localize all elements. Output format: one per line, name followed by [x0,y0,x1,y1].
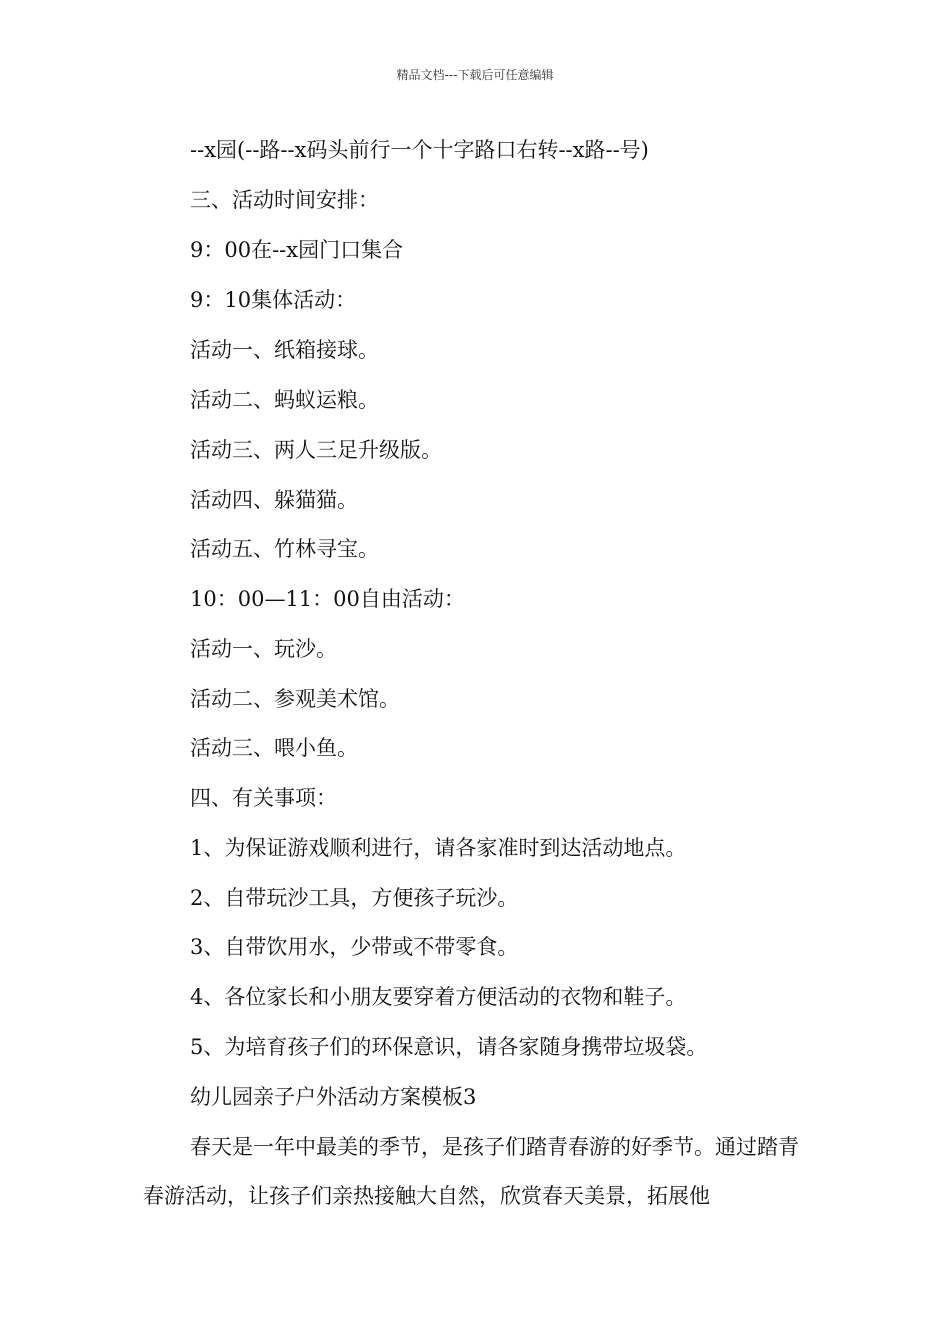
page-header: 精品文档---下载后可任意编辑 [396,68,554,82]
list-item: 活动二、蚂蚁运粮。 [190,388,379,412]
list-item: 活动三、两人三足升级版。 [190,438,442,462]
list-item: 2、自带玩沙工具，方便孩子玩沙。 [190,886,519,910]
section-heading: 四、有关事项： [190,786,337,810]
list-item: 3、自带饮用水，少带或不带零食。 [190,935,519,959]
text-line: --x园(--路--x码头前行一个十字路口右转--x路--号) [190,138,649,162]
list-item: 活动一、纸箱接球。 [190,338,379,362]
list-item: 5、为培育孩子们的环保意识，请各家随身携带垃圾袋。 [190,1035,708,1059]
list-item: 活动五、竹林寻宝。 [190,537,379,561]
list-item: 4、各位家长和小朋友要穿着方便活动的衣物和鞋子。 [190,985,687,1009]
list-item: 活动三、喂小鱼。 [190,736,358,760]
section-heading: 三、活动时间安排： [190,188,379,212]
text-line: 9：10集体活动： [190,288,357,312]
list-item: 活动二、参观美术馆。 [190,687,400,711]
list-item: 1、为保证游戏顺利进行，请各家准时到达活动地点。 [190,836,687,860]
text-line: 9：00在--x园门口集合 [190,238,404,262]
text-line: 10：00—11：00自由活动： [190,587,465,611]
list-item: 活动四、躲猫猫。 [190,488,358,512]
list-item: 活动一、玩沙。 [190,637,337,661]
document-subtitle: 幼儿园亲子户外活动方案模板3 [190,1085,477,1109]
body-paragraph: 春天是一年中最美的季节，是孩子们踏青春游的好季节。通过踏青春游活动，让孩子们亲热接触大自然，欣赏春天美景，拓展他 [143,1135,799,1208]
